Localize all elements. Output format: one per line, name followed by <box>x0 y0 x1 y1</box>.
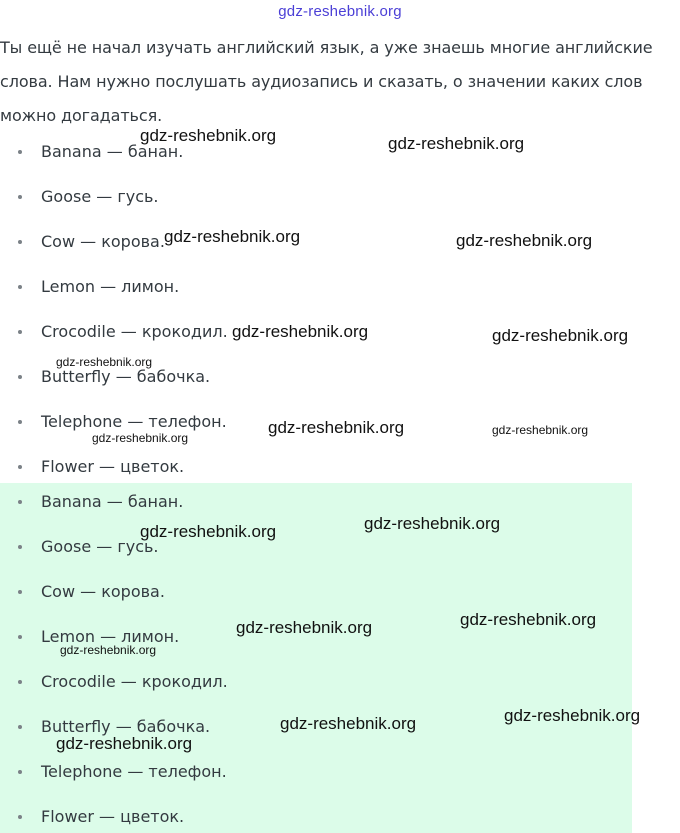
site-name-header[interactable]: gdz-reshebnik.org <box>278 3 402 20</box>
bullet-icon <box>18 195 22 199</box>
watermark: gdz-reshebnik.org <box>492 326 629 345</box>
list-item <box>0 490 632 535</box>
bullet-icon <box>18 545 22 549</box>
list-item-text: Cow — корова. <box>41 582 165 601</box>
list-item <box>0 185 632 230</box>
word-list-1 <box>0 140 632 500</box>
list-item-text: Cow — корова. <box>41 232 165 251</box>
list-item-text: Crocodile — крокодил. <box>41 322 228 341</box>
watermark: gdz-reshebnik.org <box>92 431 189 445</box>
watermark: gdz-reshebnik.org <box>268 418 405 437</box>
list-item-text: Telephone — телефон. <box>41 412 227 431</box>
list-item-text: Banana — банан. <box>41 492 184 511</box>
watermark: gdz-reshebnik.org <box>236 618 373 637</box>
bullet-icon <box>18 240 22 244</box>
bullet-icon <box>18 635 22 639</box>
watermark: gdz-reshebnik.org <box>280 714 417 733</box>
word-list-2 <box>0 490 632 833</box>
bullet-icon <box>18 770 22 774</box>
list-item-text: Banana — банан. <box>41 142 184 161</box>
bullet-icon <box>18 420 22 424</box>
list-item-text: Lemon — лимон. <box>41 627 180 646</box>
list-item-text: Telephone — телефон. <box>41 762 227 781</box>
list-item <box>0 535 632 580</box>
watermark: gdz-reshebnik.org <box>232 322 369 341</box>
watermark: gdz-reshebnik.org <box>492 423 589 437</box>
watermark: gdz-reshebnik.org <box>504 706 641 725</box>
list-item <box>0 140 632 185</box>
bullet-icon <box>18 375 22 379</box>
watermark: gdz-reshebnik.org <box>56 355 153 369</box>
bullet-icon <box>18 500 22 504</box>
watermark: gdz-reshebnik.org <box>460 610 597 629</box>
watermark: gdz-reshebnik.org <box>140 126 277 145</box>
bullet-icon <box>18 590 22 594</box>
watermark: gdz-reshebnik.org <box>56 734 193 753</box>
list-item <box>0 365 632 410</box>
bullet-icon <box>18 150 22 154</box>
list-item-text: Butterfly — бабочка. <box>41 717 211 736</box>
bullet-icon <box>18 465 22 469</box>
bullet-icon <box>18 285 22 289</box>
list-item-text: Flower — цветок. <box>41 457 185 476</box>
bullet-icon <box>18 680 22 684</box>
list-item-text: Goose — гусь. <box>41 537 159 556</box>
list-item <box>0 760 632 805</box>
list-item-text: Lemon — лимон. <box>41 277 180 296</box>
list-item-text: Butterfly — бабочка. <box>41 367 211 386</box>
intro-paragraph: Ты ещё не начал изучать английский язык, а уже знаешь многие английские слова. Нам нужно послушать аудиозапись и сказать, о значении каких слов можно догадаться. <box>0 38 653 125</box>
list-item-text: Goose — гусь. <box>41 187 159 206</box>
watermark: gdz-reshebnik.org <box>140 522 277 541</box>
watermark: gdz-reshebnik.org <box>164 227 301 246</box>
watermark: gdz-reshebnik.org <box>364 514 501 533</box>
list-item-text: Flower — цветок. <box>41 807 185 826</box>
watermark: gdz-reshebnik.org <box>388 134 525 153</box>
watermark: gdz-reshebnik.org <box>456 231 593 250</box>
watermark: gdz-reshebnik.org <box>60 643 157 657</box>
list-item-text: Crocodile — крокодил. <box>41 672 228 691</box>
bullet-icon <box>18 725 22 729</box>
list-item <box>0 805 632 833</box>
list-item <box>0 275 632 320</box>
bullet-icon <box>18 330 22 334</box>
bullet-icon <box>18 815 22 819</box>
